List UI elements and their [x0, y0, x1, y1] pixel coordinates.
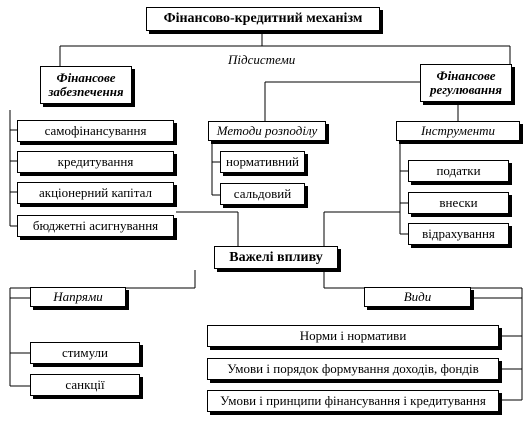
type-item-norms: Норми і нормативи — [207, 325, 499, 347]
provision-item-budget-allocations: бюджетні асигнування — [17, 215, 174, 237]
instrument-item-taxes: податки — [408, 160, 509, 182]
financial-provision-box: Фінансове забезпечення — [40, 66, 132, 104]
financial-regulation-box: Фінансове регулювання — [420, 64, 512, 102]
method-item-balance: сальдовий — [220, 183, 305, 205]
instrument-item-contributions: внески — [408, 192, 509, 214]
types-box: Види — [364, 287, 471, 307]
provision-item-crediting: кредитування — [17, 151, 174, 173]
instruments-box: Інструменти — [396, 121, 520, 141]
type-item-income-formation: Умови і порядок формування доходів, фондів — [207, 358, 499, 380]
subsystems-label: Підсистеми — [228, 52, 296, 67]
direction-item-incentives: стимули — [30, 342, 140, 364]
direction-item-sanctions: санкції — [30, 374, 140, 396]
instrument-item-deductions: відрахування — [408, 223, 509, 245]
main-title: Фінансово-кредитний механізм — [146, 7, 380, 31]
directions-box: Напрями — [30, 287, 126, 307]
type-item-financing-principles: Умови і принципи фінансування і кредитування — [207, 390, 499, 412]
method-item-normative: нормативний — [220, 151, 305, 173]
provision-item-self-financing: самофінансування — [17, 120, 174, 142]
distribution-methods-box: Методи розподілу — [208, 121, 326, 141]
provision-item-share-capital: акціонерний капітал — [17, 182, 174, 204]
levers-box: Важелі впливу — [214, 246, 338, 269]
